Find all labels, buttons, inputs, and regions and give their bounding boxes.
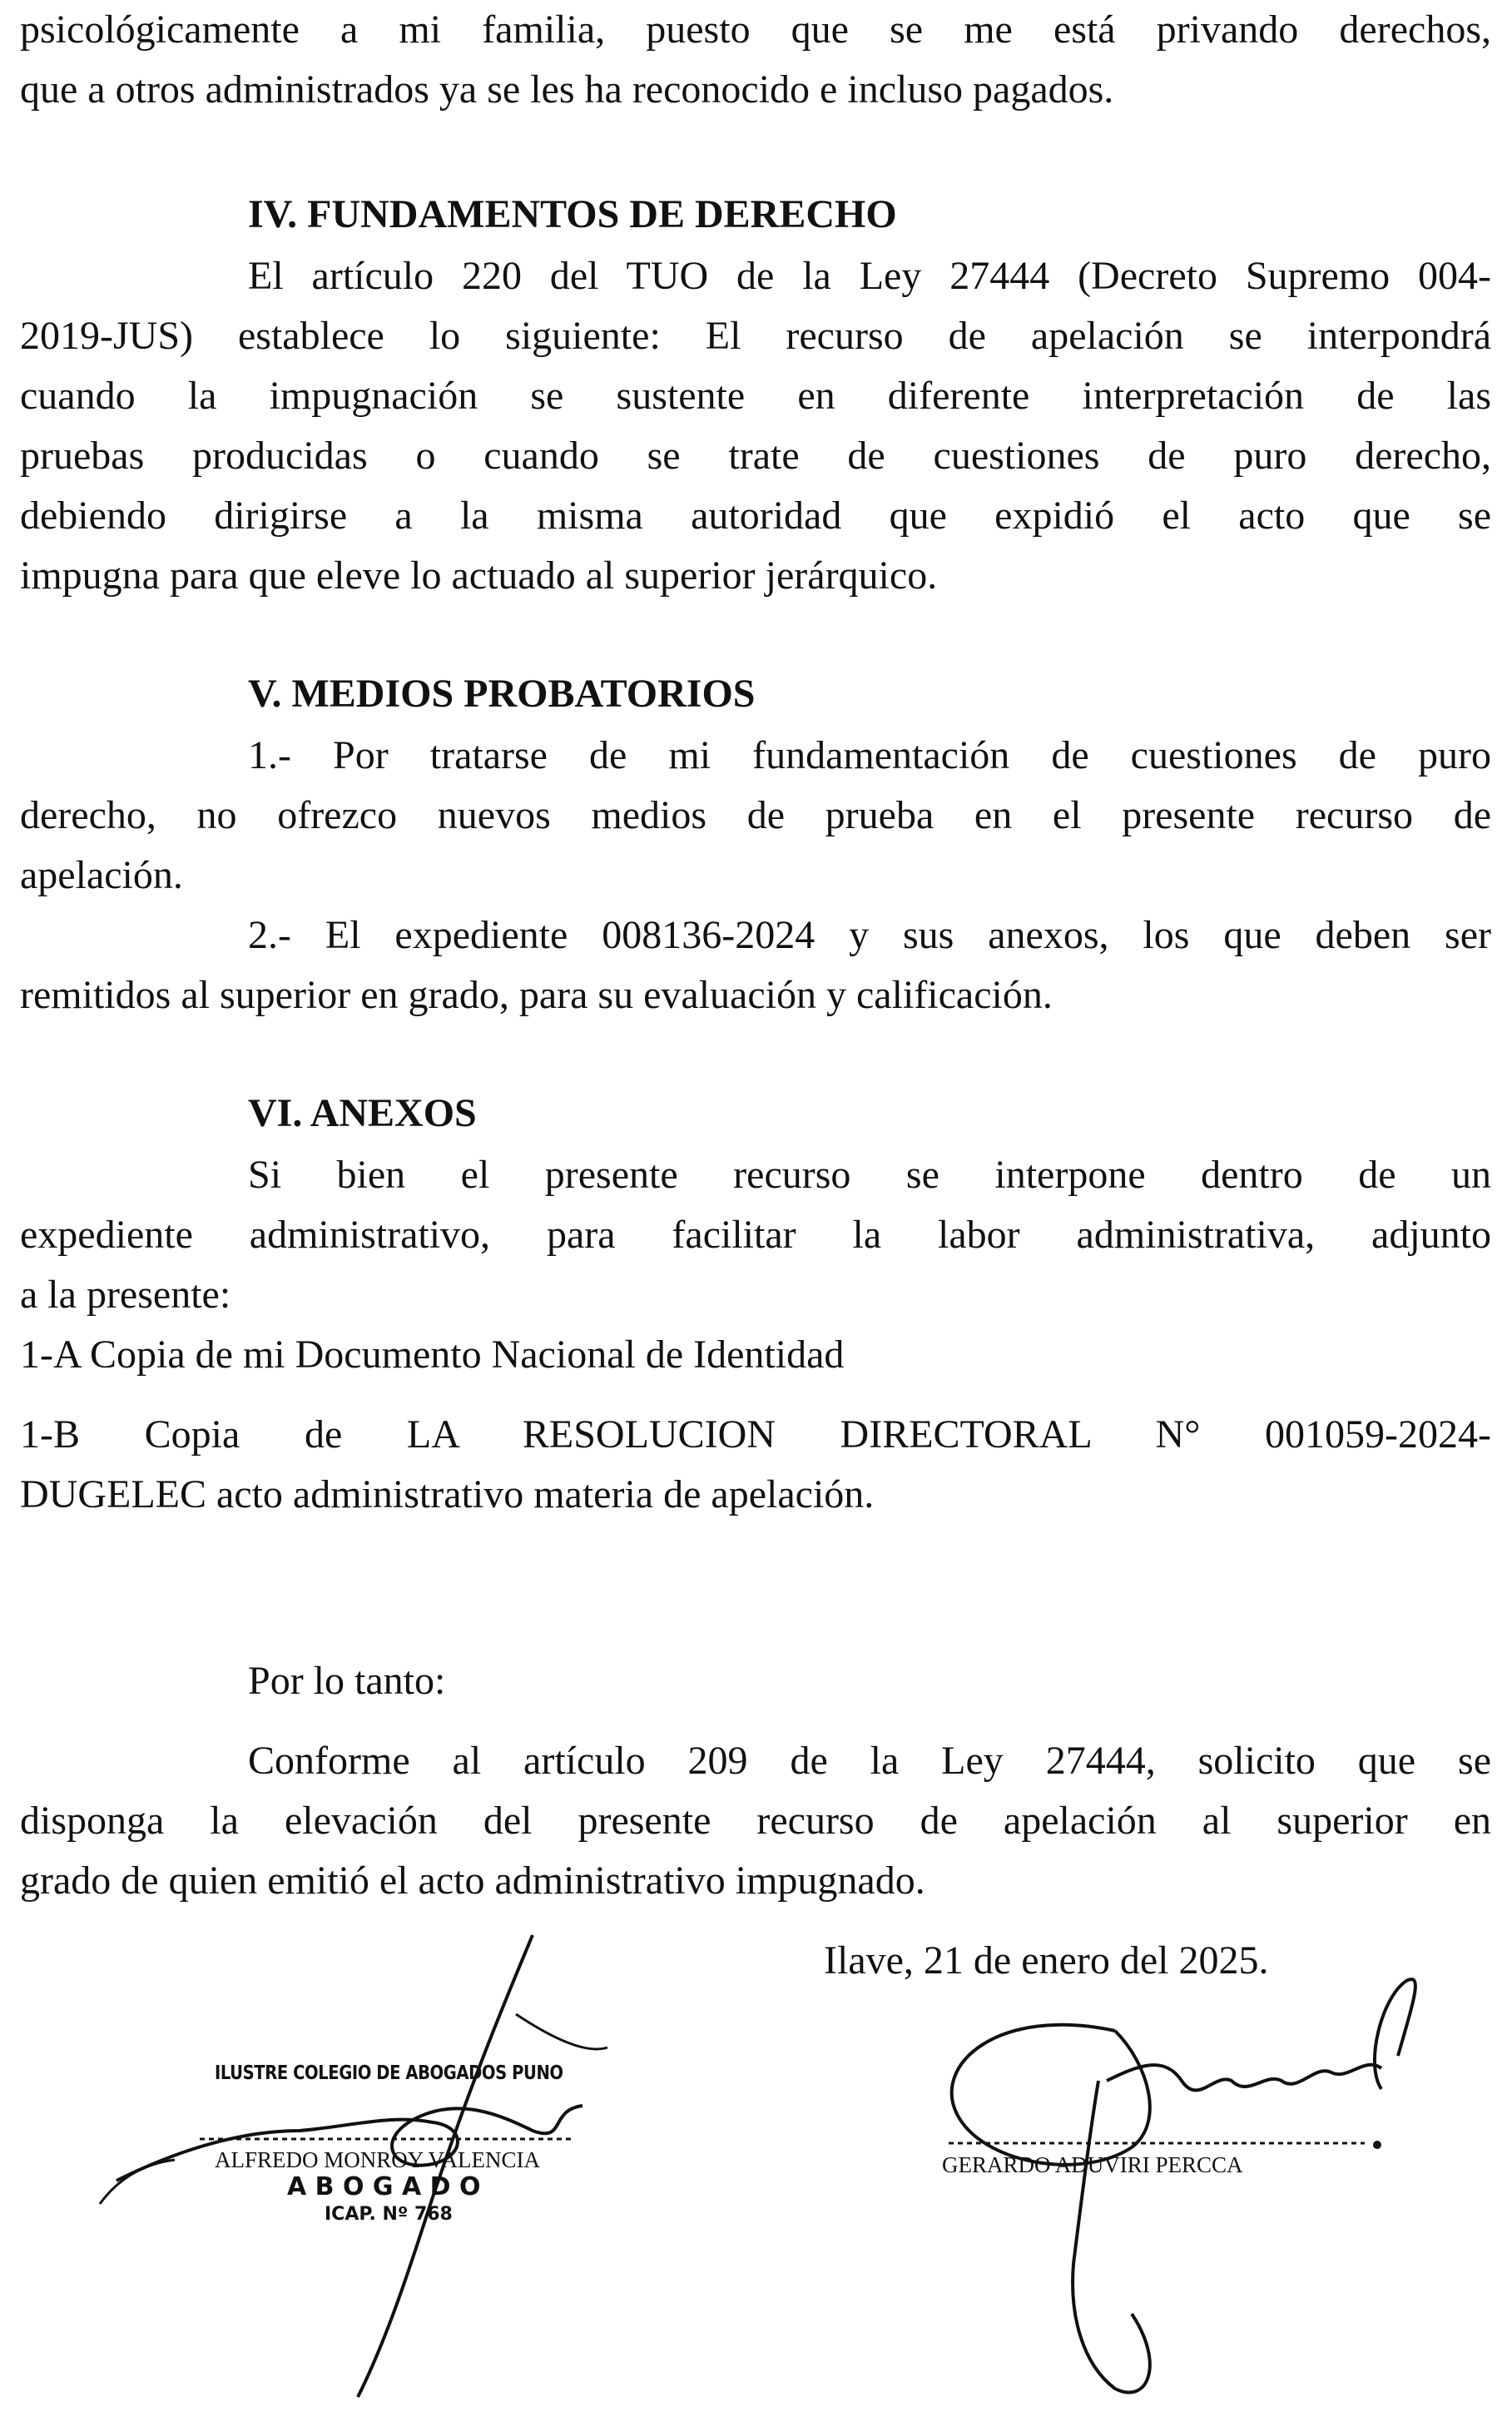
section-iv-line-5: debiendo dirigirse a la misma autoridad que expidió el acto que se — [20, 494, 1491, 538]
place-date: Ilave, 21 de enero del 2025. — [824, 1938, 1269, 1983]
lawyer-name: ALFREDO MONROY VALENCIA — [215, 2147, 541, 2172]
closing-line-1: Conforme al artículo 209 de la Ley 27444, solicito que se — [248, 1739, 1491, 1783]
section-vi-line-2: expediente administrativo, para facilitar la labor administrativa, adjunto — [20, 1213, 1491, 1257]
por-lo-tanto: Por lo tanto: — [248, 1659, 446, 1703]
section-v-line-5: remitidos al superior en grado, para su evaluación y calificación. — [20, 973, 1053, 1017]
section-iv-heading: IV. FUNDAMENTOS DE DERECHO — [248, 192, 897, 236]
intro-line-2: que a otros administrados ya se les ha reconocido e incluso pagados. — [20, 67, 1114, 112]
section-iv-line-4: pruebas producidas o cuando se trate de cuestiones de puro derecho, — [20, 434, 1491, 478]
section-v-line-1: 1.- Por tratarse de mi fundamentación de cuestiones de puro — [248, 733, 1491, 777]
appellant-signature-stroke — [1073, 2081, 1150, 2392]
section-v-heading: V. MEDIOS PROBATORIOS — [248, 672, 756, 716]
lawyer-title: A B O G A D O — [287, 2172, 481, 2201]
section-iv-line-6: impugna para que eleve lo actuado al superior jerárquico. — [20, 553, 938, 598]
annex-1b-line-1: 1-B Copia de LA RESOLUCION DIRECTORAL N° 001059-2024- — [20, 1412, 1491, 1457]
section-vi-line-3: a la presente: — [20, 1273, 231, 1317]
closing-line-3: grado de quien emitió el acto administrativo impugnado. — [20, 1859, 925, 1903]
lawyer-stamp-institution: ILUSTRE COLEGIO DE ABOGADOS PUNO — [215, 2062, 563, 2084]
section-vi-line-1: Si bien el presente recurso se interpone dentro de un — [248, 1153, 1491, 1197]
section-iv-line-3: cuando la impugnación se sustente en diferente interpretación de las — [20, 374, 1491, 418]
lawyer-registration: ICAP. Nº 768 — [325, 2204, 453, 2225]
intro-line-1: psicológicamente a mi familia, puesto que se me está privando derechos, — [20, 7, 1491, 52]
section-vi-heading: VI. ANEXOS — [248, 1091, 477, 1135]
appellant-name: GERARDO ADUVIRI PERCCA — [942, 2152, 1243, 2177]
section-v-line-3: apelación. — [20, 853, 183, 897]
annex-1b-line-2: DUGELEC acto administrativo materia de apelación. — [20, 1472, 875, 1516]
section-v-line-4: 2.- El expediente 008136-2024 y sus anexos, los que deben ser — [248, 913, 1491, 957]
closing-line-2: disponga la elevación del presente recurso de apelación al superior en — [20, 1799, 1491, 1843]
annex-1a: 1-A Copia de mi Documento Nacional de Identidad — [20, 1333, 845, 1377]
section-iv-line-1: El artículo 220 del TUO de la Ley 27444 (Decreto Supremo 004- — [248, 254, 1491, 298]
section-iv-line-2: 2019-JUS) establece lo siguiente: El recurso de apelación se interpondrá — [20, 314, 1491, 358]
section-v-line-2: derecho, no ofrezco nuevos medios de prueba en el presente recurso de — [20, 793, 1491, 837]
